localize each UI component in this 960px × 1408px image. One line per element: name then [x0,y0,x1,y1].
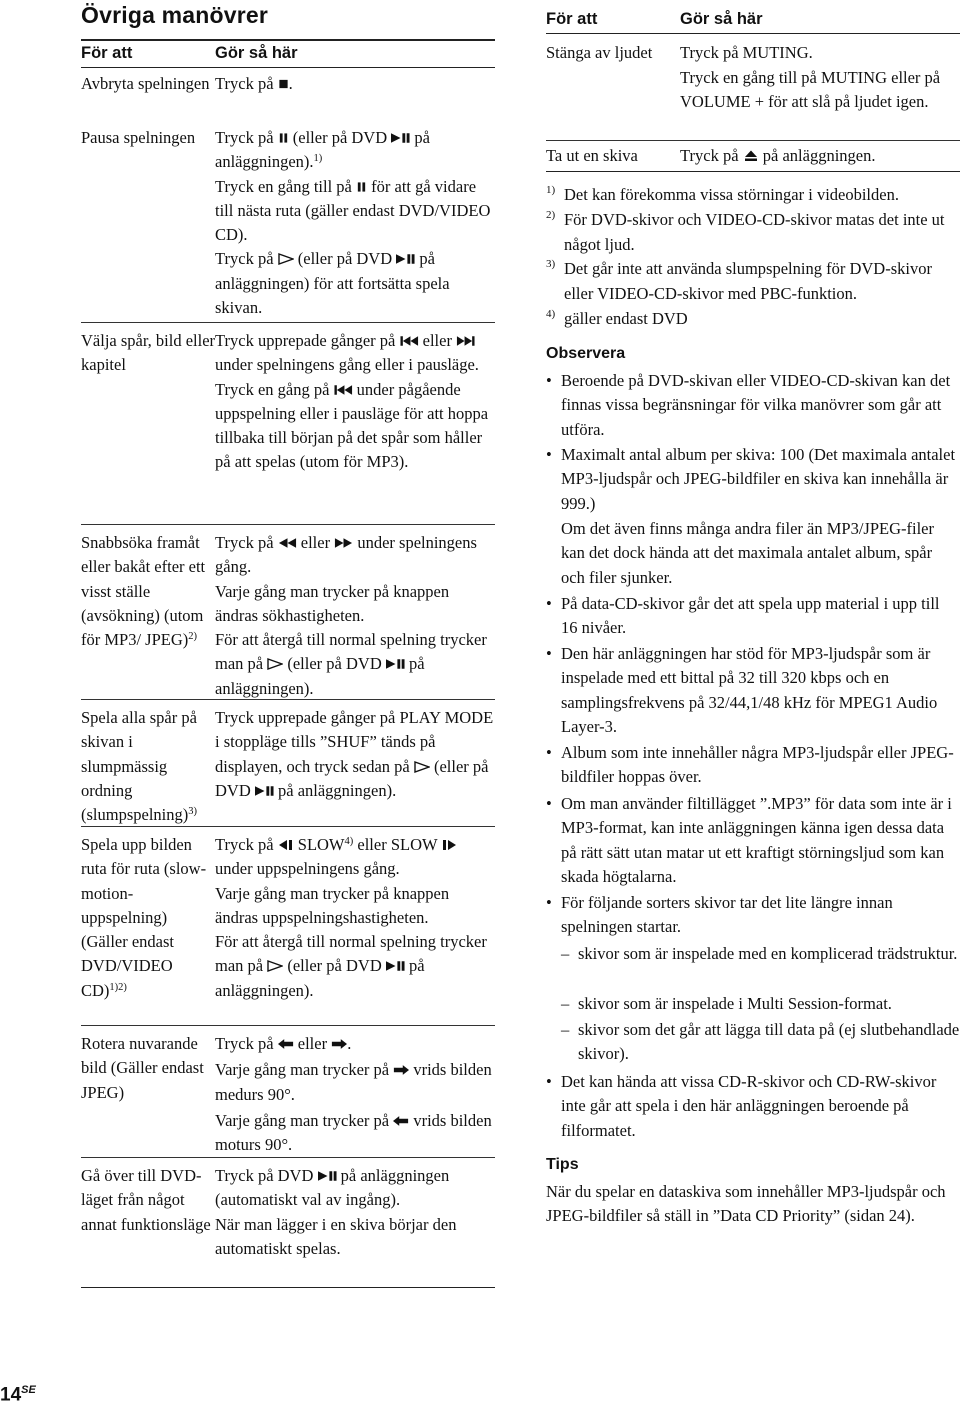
play-pause-icon [386,960,405,972]
row-how: Tryck på eller under spelningens gång. Varje gång man trycker på knappen ändras sökhastigheten. För att återgå till normal spelning trycker man på (eller på DVD på anläggningen). [215,533,487,698]
rewind-icon [278,537,297,549]
row-how: Tryck upprepade gånger på eller under spelningens gång eller i pausläge. Tryck en gång på under pågående uppspelning eller i pausläge för att hoppa tillbaka till början på det spår som håller på att spelas (utom för MP3). [215,331,489,472]
left-col-header-1: För att [81,44,133,62]
note-subitem: – skivor som är inspelade med en komplicerad trädstruktur. [561,944,958,963]
table-row-dvd-mode [81,1157,495,1288]
note-item: • Album som inte innehåller några MP3-ljudspår eller JPEG-bildfiler hoppas över. [546,743,954,787]
note-item: • På data-CD-skivor går det att spela upp material i upp till 16 nivåer. [546,594,940,638]
table-row-shuffle [81,699,495,826]
note-subitem: – skivor som det går att lägga till data på (ej slutbehandlade skivor). [561,1020,960,1064]
page-number: $14^{SE}$ [0,1384,36,1406]
play-pause-icon [255,785,274,797]
tips-text: När du spelar en dataskiva som innehåller MP3-ljudspår och JPEG-bildfiler så ställ in ”Data CD Priority” (sidan 24). [546,1182,946,1226]
row-what: Pausa spelningen [81,128,196,147]
previous-track-icon [334,384,353,396]
table-row-eject [546,140,960,172]
row-what: Ta ut en skiva [546,146,638,165]
right-table-header [546,7,960,34]
right-col-header-2: Gör så här [680,10,763,28]
row-how: Tryck upprepade gånger på PLAY MODE i stoppläge tills ”SHUF” tänds på displayen, och tryck sedan på (eller på DVD på anläggningen). [215,708,494,800]
left-table-header [81,39,495,68]
slow-reverse-icon [278,839,294,851]
play-pause-icon [386,658,405,670]
play-pause-icon [396,253,415,265]
page-title: Övriga manövrer [81,2,269,28]
right-col-header-1: För att [546,10,598,28]
play-icon [414,761,430,773]
table-row-pause [81,120,495,320]
row-what: Snabbsöka framåt eller bakåt efter ett visst ställe (avsökning) (utom för MP3/ JPEG)$^{2)}$ [81,533,206,650]
rotate-right-arrow-icon [393,1064,409,1076]
row-what: Spela upp bilden ruta för ruta (slow-motion-uppspelning) (Gäller endast DVD/VIDEO CD)$^{1)2)}$ [81,835,207,1000]
previous-track-icon [400,335,419,347]
note-item: • Maximalt antal album per skiva: 100 (Det maximala antalet MP3-ljudspår och JPEG-bildfiler en skiva kan innehålla är 999.) [546,445,956,513]
row-how: Tryck på SLOW$^{4)}$ eller SLOW under uppspelningens gång. Varje gång man trycker på knappen ändras uppspelningshastigheten. För att återgå till normal spelning trycker man på (eller på DVD på anläggningen). [215,835,487,1000]
row-what: Stänga av ljudet [546,43,653,62]
pause-icon [356,181,367,193]
footnote-4: 4) gäller endast DVD [546,308,688,328]
footnote-1: 1) Det kan förekomma vissa störningar i videobilden. [546,184,899,204]
stop-icon [278,78,289,90]
note-subitem: – skivor som är inspelade i Multi Session-format. [561,994,892,1013]
pause-icon [278,132,289,144]
footnote-3: 3) Det går inte att använda slumpspelning för DVD-skivor eller VIDEO-CD-skivor med PBC-funktion. [546,258,932,303]
play-icon [267,658,283,670]
table-row-rotate [81,1025,495,1156]
row-what: Spela alla spår på skivan i slumpmässig ordning (slumpspelning)$^{3)}$ [81,708,197,825]
next-track-icon [456,335,475,347]
slow-forward-icon [441,839,457,851]
note-item: • Den här anläggningen har stöd för MP3-ljudspår som är inspelade med ett bittal på 32 till 320 kbps och en samplingsfrekvens på 32/44,1/48 kHz för MPEG1 Audio Layer-3. [546,644,938,737]
row-how: Tryck på DVD på anläggningen (automatiskt val av ingång). När man lägger i en skiva börjar den automatiskt spelas. [215,1166,457,1258]
row-how: Tryck på . [215,74,293,93]
note-item: • Om man använder filtillägget ”.MP3” för data som inte är i MP3-format, kan inte anläggningen känna igen dessa data på rätt sätt utan matar ut ett kraftigt störningsljud som kan skada högtalarna. [546,794,952,887]
play-pause-icon [391,132,410,144]
play-icon [267,960,283,972]
rotate-left-arrow-icon [278,1038,294,1050]
play-icon [278,253,294,265]
tips-heading: Tips [546,1156,579,1173]
row-how: Tryck på eller . Varje gång man trycker på vrids bilden medurs 90°. Varje gång man trycker på vrids bilden moturs 90°. [215,1034,492,1155]
note-item: • För följande sorters skivor tar det lite längre innan spelningen startar. [546,893,893,937]
note-item: • Beroende på DVD-skivan eller VIDEO-CD-skivan kan det finnas vissa begränsningar för vilka manövrer som går att utföra. [546,371,951,439]
table-row-select-track [81,322,495,523]
row-how: Tryck på (eller på DVD på anläggningen).$^{1)}$ Tryck en gång till på för att gå vidare till nästa ruta (gäller endast DVD/VIDEO CD). Tryck på (eller på DVD på anläggningen) för att fortsätta spela skivan. [215,128,491,318]
row-what: Avbryta spelningen [81,74,210,93]
table-row-scan [81,524,495,699]
table-row-slow-motion [81,826,495,1025]
row-what: Rotera nuvarande bild (Gäller endast JPEG) [81,1034,204,1102]
table-row-mute [546,35,960,140]
row-what: Gå över till DVD-läget från något annat funktionsläge [81,1166,211,1234]
play-pause-icon [318,1170,337,1182]
eject-icon [743,150,759,162]
row-what: Välja spår, bild eller kapitel [81,331,216,375]
rotate-left-arrow-icon [393,1115,409,1127]
note-item: • Det kan hända att vissa CD-R-skivor och CD-RW-skivor inte går att spela i den här anläggningen beroende på filformatet. [546,1072,937,1140]
row-how: Tryck på på anläggningen. [680,146,876,165]
rotate-right-arrow-icon [331,1038,347,1050]
footnote-2: 2) För DVD-skivor och VIDEO-CD-skivor matas det inte ut något ljud. [546,209,945,254]
notes-heading: Observera [546,345,626,362]
table-row-stop [81,66,495,118]
fast-forward-icon [334,537,353,549]
left-col-header-2: Gör så här [215,44,298,62]
row-how: Tryck på MUTING. Tryck en gång till på MUTING eller på VOLUME + för att slå på ljudet igen. [680,43,941,111]
note-item-continued: Om det även finns många andra filer än MP3/JPEG-filer kan det dock hända att det maximala antalet album, spår och filer sjunker. [561,519,934,587]
